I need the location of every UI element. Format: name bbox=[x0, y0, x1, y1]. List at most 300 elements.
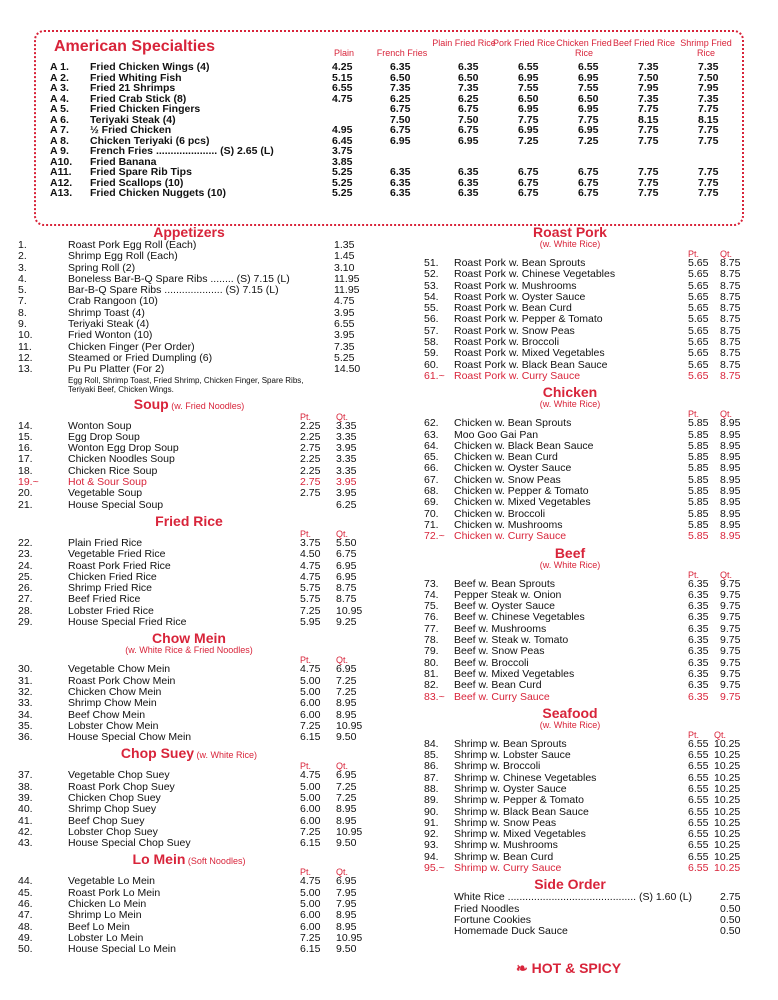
item-name: House Special Soup bbox=[68, 499, 164, 511]
quart-price: 14.50 bbox=[334, 363, 361, 376]
quart-price: 6.75 bbox=[336, 548, 357, 561]
pint-price: 6.00 bbox=[300, 814, 321, 827]
pint-price: 5.65 bbox=[688, 290, 709, 303]
price: 7.75 bbox=[698, 176, 719, 189]
pint-price: 6.00 bbox=[300, 697, 321, 710]
item-name: Fortune Cookies bbox=[454, 914, 532, 926]
menu-item bbox=[396, 863, 744, 874]
pint-price: 2.25 bbox=[300, 464, 321, 477]
item-name: Roast Pork Egg Roll (Each) bbox=[68, 240, 197, 251]
item-number: 57. bbox=[424, 324, 439, 337]
pint-price: 6.35 bbox=[688, 656, 709, 669]
quart-label: Qt. bbox=[714, 729, 727, 740]
price: 6.95 bbox=[518, 124, 539, 136]
item-number: 75. bbox=[424, 600, 439, 613]
item-number: 95.~ bbox=[424, 862, 445, 875]
item-number: A 2. bbox=[50, 71, 69, 84]
quart-price: 3.95 bbox=[334, 306, 355, 319]
item-number: 34. bbox=[18, 708, 33, 721]
quart-price: 7.95 bbox=[336, 886, 357, 899]
item-name: Beef w. Mushrooms bbox=[454, 623, 547, 635]
menu-item bbox=[18, 308, 360, 319]
price: 6.50 bbox=[578, 92, 599, 105]
price: 3.75 bbox=[332, 145, 353, 157]
price: 7.50 bbox=[390, 113, 411, 126]
pint-price: 6.35 bbox=[688, 690, 709, 703]
item-name: Chicken Fried Rice bbox=[68, 571, 157, 583]
pint-price: 5.95 bbox=[300, 616, 321, 629]
item-number: 80. bbox=[424, 656, 439, 669]
item-name: Vegetable Chop Suey bbox=[68, 770, 170, 782]
item-number: 47. bbox=[18, 909, 33, 922]
price: 7.75 bbox=[578, 113, 599, 126]
item-name: Shrimp Chop Suey bbox=[68, 804, 157, 816]
quart-price: 10.25 bbox=[714, 782, 741, 795]
item-name: Shrimp Toast (4) bbox=[68, 307, 145, 319]
quart-price: 6.55 bbox=[334, 318, 355, 331]
price: 6.75 bbox=[578, 166, 599, 178]
price: 5.25 bbox=[332, 187, 353, 199]
item-name: Roast Pork w. Broccoli bbox=[454, 337, 560, 349]
quart-price: 10.95 bbox=[336, 719, 363, 732]
item-number: 65. bbox=[424, 451, 439, 464]
pint-label: Pt. bbox=[300, 761, 312, 772]
price: 7.75 bbox=[698, 103, 719, 115]
section-title: Lo Mein (Soft Noodles) bbox=[132, 851, 246, 868]
menu-item bbox=[18, 500, 360, 511]
quart-price: 10.25 bbox=[714, 850, 741, 863]
quart-price: 9.50 bbox=[336, 943, 357, 956]
price: 7.75 bbox=[638, 103, 659, 115]
item-name: Beef w. Oyster Sauce bbox=[454, 601, 555, 613]
price: 6.75 bbox=[458, 103, 479, 115]
item-name: Shrimp Chow Mein bbox=[68, 698, 157, 710]
item-name: Fried Chicken Fingers bbox=[90, 103, 201, 115]
item-name: Teriyaki Steak (4) bbox=[90, 113, 176, 126]
column-header: Shrimp Fried Rice bbox=[680, 38, 732, 58]
item-number: 12. bbox=[18, 351, 33, 364]
pint-price: 5.65 bbox=[688, 347, 709, 360]
price: 5.25 bbox=[332, 166, 353, 178]
pint-price: 6.55 bbox=[688, 760, 709, 773]
item-name: Roast Pork w. Snow Peas bbox=[454, 325, 575, 337]
item-number: 58. bbox=[424, 336, 439, 349]
pint-price: 6.15 bbox=[300, 731, 321, 744]
menu-item bbox=[396, 926, 744, 937]
item-name: Fried 21 Shrimps bbox=[90, 82, 176, 94]
item-name: Teriyaki Steak (4) bbox=[68, 319, 150, 331]
quart-price: 8.75 bbox=[720, 268, 741, 281]
quart-price: 11.95 bbox=[334, 284, 360, 297]
column-header: Plain Fried Rice bbox=[432, 38, 496, 48]
item-name: Roast Pork Chop Suey bbox=[68, 781, 175, 793]
pint-price: 2.75 bbox=[300, 442, 321, 455]
price: 7.50 bbox=[698, 71, 719, 84]
pint-price: 5.85 bbox=[688, 417, 709, 430]
item-name: Shrimp w. Broccoli bbox=[454, 761, 541, 773]
price: 6.75 bbox=[578, 187, 599, 199]
section-title: Fried Rice bbox=[155, 512, 223, 529]
item-number: 7. bbox=[18, 295, 27, 308]
item-name: Shrimp w. Lobster Sauce bbox=[454, 750, 571, 762]
quart-price: 8.95 bbox=[336, 909, 357, 922]
pint-price: 6.15 bbox=[300, 837, 321, 850]
quart-price: 10.25 bbox=[714, 862, 741, 875]
menu-item bbox=[18, 342, 360, 353]
item-name: Chicken w. Snow Peas bbox=[454, 474, 561, 486]
item-name: Beef w. Chinese Vegetables bbox=[454, 612, 585, 624]
quart-price: 3.95 bbox=[336, 442, 357, 455]
column-header: Plain bbox=[333, 48, 354, 58]
section-title: Soup (w. Fried Noodles) bbox=[133, 395, 245, 412]
price: 6.35 bbox=[390, 176, 411, 189]
price: 6.95 bbox=[390, 134, 411, 147]
item-number: 20. bbox=[18, 487, 33, 500]
pint-price: 5.00 bbox=[300, 674, 321, 687]
quart-price: 8.95 bbox=[720, 417, 741, 430]
item-number: 56. bbox=[424, 313, 439, 326]
quart-price: 10.95 bbox=[336, 604, 363, 617]
item-name: Chicken Finger (Per Order) bbox=[68, 341, 195, 353]
hot-spicy-label: HOT & SPICY bbox=[531, 960, 622, 976]
quart-price: 0.50 bbox=[720, 913, 741, 926]
item-name: Lobster Fried Rice bbox=[68, 605, 154, 617]
item-name: Chicken w. Pepper & Tomato bbox=[454, 486, 589, 498]
menu-item bbox=[396, 904, 744, 915]
quart-price: 8.75 bbox=[720, 369, 741, 382]
pint-price: 6.35 bbox=[688, 667, 709, 680]
item-name: Shrimp w. Bean Sprouts bbox=[454, 738, 567, 750]
item-number: A 6. bbox=[50, 113, 69, 126]
price: 7.75 bbox=[698, 134, 719, 147]
item-number: 63. bbox=[424, 428, 439, 441]
quart-price: 9.75 bbox=[720, 588, 741, 601]
item-name: Roast Pork w. Mixed Vegetables bbox=[454, 348, 605, 360]
price: 7.50 bbox=[638, 71, 659, 84]
menu-item bbox=[18, 804, 360, 815]
price: 8.15 bbox=[638, 113, 659, 126]
pint-price: 4.75 bbox=[300, 559, 321, 572]
quart-price: 7.35 bbox=[334, 340, 355, 353]
item-name: Chicken Rice Soup bbox=[68, 465, 158, 477]
quart-price: 8.75 bbox=[720, 302, 741, 315]
price: 8.15 bbox=[698, 113, 719, 126]
item-name: Fried Banana bbox=[90, 155, 157, 168]
quart-price: 7.25 bbox=[336, 674, 357, 687]
item-number: 40. bbox=[18, 803, 33, 816]
american-row bbox=[50, 83, 740, 94]
quart-label: Qt. bbox=[720, 569, 733, 580]
pint-price: 6.55 bbox=[688, 782, 709, 795]
price: 7.75 bbox=[698, 124, 719, 136]
pint-price: 4.75 bbox=[300, 570, 321, 583]
price: 6.35 bbox=[458, 61, 479, 73]
menu-item bbox=[396, 915, 744, 926]
item-number: 35. bbox=[18, 719, 33, 732]
american-row bbox=[50, 104, 740, 115]
price: 6.75 bbox=[390, 124, 411, 136]
item-name: Beef w. Curry Sauce bbox=[454, 691, 550, 703]
item-name: Roast Pork w. Black Bean Sauce bbox=[454, 359, 608, 371]
pint-price: 6.35 bbox=[688, 600, 709, 613]
item-number: 77. bbox=[424, 622, 439, 635]
item-name: Steamed or Fried Dumpling (6) bbox=[68, 352, 213, 364]
quart-price: 10.25 bbox=[714, 828, 741, 841]
item-name: Shrimp w. Pepper & Tomato bbox=[454, 795, 584, 807]
item-number: 64. bbox=[424, 439, 439, 452]
quart-price: 9.75 bbox=[720, 634, 741, 647]
quart-price: 10.25 bbox=[714, 771, 741, 784]
item-number: 60. bbox=[424, 358, 439, 371]
price: 7.75 bbox=[518, 113, 539, 126]
pint-price: 5.85 bbox=[688, 473, 709, 486]
item-number: 69. bbox=[424, 496, 439, 509]
pint-price: 4.75 bbox=[300, 769, 321, 782]
menu-item bbox=[396, 795, 744, 806]
price: 6.55 bbox=[518, 61, 539, 73]
quart-price: 8.95 bbox=[336, 814, 357, 827]
column-header: Pork Fried Rice bbox=[492, 38, 555, 48]
column-header: Chicken Fried Rice bbox=[556, 38, 612, 58]
pint-price: 5.85 bbox=[688, 507, 709, 520]
item-number: 15. bbox=[18, 430, 33, 443]
item-name: House Special Chop Suey bbox=[68, 838, 191, 850]
price: 6.75 bbox=[518, 176, 539, 189]
pint-price: 5.00 bbox=[300, 685, 321, 698]
pint-price: 6.00 bbox=[300, 920, 321, 933]
pint-price: 6.55 bbox=[688, 862, 709, 875]
right-column bbox=[396, 222, 744, 938]
item-number: 84. bbox=[424, 737, 439, 750]
section-title: Side Order bbox=[534, 876, 606, 893]
item-number: 81. bbox=[424, 667, 439, 680]
item-number: 91. bbox=[424, 816, 439, 829]
price: 5.25 bbox=[332, 176, 353, 189]
item-name: Vegetable Lo Mein bbox=[68, 876, 155, 888]
pint-price: 5.00 bbox=[300, 898, 321, 911]
quart-price: 9.75 bbox=[720, 679, 741, 692]
quart-label: Qt. bbox=[336, 655, 349, 666]
item-name: Shrimp w. Mixed Vegetables bbox=[454, 829, 586, 841]
item-name: Hot & Sour Soup bbox=[68, 477, 147, 489]
menu-item bbox=[18, 664, 360, 675]
quart-price: 9.75 bbox=[720, 690, 741, 703]
chili-icon: ❧ bbox=[516, 960, 532, 976]
pint-price: 5.00 bbox=[300, 791, 321, 804]
pint-price: 5.65 bbox=[688, 358, 709, 371]
menu-item bbox=[18, 251, 360, 262]
section-title: Seafood bbox=[542, 704, 598, 721]
item-number: A 1. bbox=[50, 61, 69, 73]
pint-price: 5.65 bbox=[688, 324, 709, 337]
item-name: White Rice ............................................ (S) 1.60 (L) bbox=[454, 892, 693, 904]
american-row bbox=[50, 146, 740, 157]
item-number: 76. bbox=[424, 611, 439, 624]
pint-label: Pt. bbox=[300, 655, 312, 666]
pint-price: 4.75 bbox=[300, 875, 321, 888]
item-number: 2. bbox=[18, 250, 27, 263]
pint-label: Pt. bbox=[688, 249, 700, 259]
quart-label: Qt. bbox=[336, 761, 349, 772]
pint-price: 5.85 bbox=[688, 530, 709, 543]
section-subtitle: (w. White Rice) bbox=[539, 559, 601, 570]
section-title: Beef bbox=[554, 544, 586, 561]
item-number: 82. bbox=[424, 679, 439, 692]
item-number: 31. bbox=[18, 674, 33, 687]
quart-price: 3.35 bbox=[336, 430, 357, 443]
item-number: 22. bbox=[18, 536, 33, 549]
american-row bbox=[50, 62, 740, 73]
pint-price: 5.65 bbox=[688, 313, 709, 326]
pint-price: 4.75 bbox=[300, 663, 321, 676]
item-name: Roast Pork w. Bean Curd bbox=[454, 303, 572, 315]
quart-label: Qt. bbox=[336, 867, 349, 878]
price: 6.45 bbox=[332, 134, 353, 147]
item-name: Roast Pork w. Curry Sauce bbox=[454, 370, 581, 382]
price: 7.35 bbox=[638, 92, 659, 105]
price: 3.85 bbox=[332, 155, 353, 168]
item-number: 74. bbox=[424, 588, 439, 601]
item-name: Shrimp w. Chinese Vegetables bbox=[454, 772, 597, 784]
quart-price: 8.75 bbox=[720, 279, 741, 292]
pint-price: 5.65 bbox=[688, 336, 709, 349]
item-name: Crab Rangoon (10) bbox=[68, 296, 158, 308]
item-name: Beef Chow Mein bbox=[68, 709, 146, 721]
menu-item bbox=[18, 910, 360, 921]
item-name: Fried Noodles bbox=[454, 903, 520, 915]
item-number: 16. bbox=[18, 442, 33, 455]
item-name: Bar-B-Q Spare Ribs .................... (S) 7.15 (L) bbox=[68, 285, 279, 297]
item-number: A12. bbox=[50, 176, 73, 189]
quart-price: 5.50 bbox=[336, 536, 357, 549]
item-name: Boneless Bar-B-Q Spare Ribs ........ (S) 7.15 (L) bbox=[68, 273, 290, 285]
quart-price: 8.75 bbox=[336, 593, 357, 606]
price: 7.75 bbox=[638, 124, 659, 136]
price: 6.35 bbox=[458, 166, 479, 178]
pint-price: 2.25 bbox=[300, 453, 321, 466]
quart-price: 8.75 bbox=[720, 347, 741, 360]
quart-price: 3.35 bbox=[336, 453, 357, 466]
menu-item bbox=[18, 732, 360, 743]
column-header: Beef Fried Rice bbox=[612, 38, 676, 48]
item-name: Pu Pu Platter (For 2) bbox=[68, 364, 165, 376]
price: 7.35 bbox=[458, 82, 479, 94]
pint-price: 3.75 bbox=[300, 536, 321, 549]
item-name: Fried Chicken Wings (4) bbox=[90, 61, 210, 73]
item-number: A 7. bbox=[50, 124, 69, 136]
pint-price: 2.75 bbox=[300, 487, 321, 500]
pint-price: 5.75 bbox=[300, 582, 321, 595]
quart-price: 8.75 bbox=[720, 313, 741, 326]
item-number: 13. bbox=[18, 363, 33, 376]
pint-label: Pt. bbox=[300, 411, 312, 422]
price: 7.35 bbox=[390, 82, 411, 94]
menu-item bbox=[396, 418, 744, 429]
item-name: Vegetable Fried Rice bbox=[68, 549, 166, 561]
quart-price: 6.95 bbox=[336, 570, 357, 583]
pint-price: 6.55 bbox=[688, 805, 709, 818]
item-number: 92. bbox=[424, 828, 439, 841]
price: 7.55 bbox=[518, 82, 539, 94]
pint-price: 7.25 bbox=[300, 825, 321, 838]
menu-item bbox=[18, 319, 360, 330]
price: 7.75 bbox=[638, 187, 659, 199]
item-name: Shrimp Lo Mein bbox=[68, 910, 142, 922]
item-name: Chicken Noodles Soup bbox=[68, 454, 175, 466]
pint-price: 5.65 bbox=[688, 302, 709, 315]
quart-price: 9.50 bbox=[336, 837, 357, 850]
price: 7.75 bbox=[698, 187, 719, 199]
menu-item bbox=[396, 269, 744, 280]
item-number: 42. bbox=[18, 825, 33, 838]
section-title: Chow Mein bbox=[152, 630, 226, 647]
item-name: Wonton Egg Drop Soup bbox=[68, 443, 179, 455]
quart-price: 4.75 bbox=[334, 295, 355, 308]
item-number: 54. bbox=[424, 290, 439, 303]
quart-price: 6.95 bbox=[336, 559, 357, 572]
american-row bbox=[50, 167, 740, 178]
price: 6.55 bbox=[578, 61, 599, 73]
item-name: Chicken Lo Mein bbox=[68, 899, 147, 911]
pint-price: 6.00 bbox=[300, 803, 321, 816]
quart-price: 8.75 bbox=[720, 290, 741, 303]
platter-note: Egg Roll, Shrimp Toast, Fried Shrimp, Chicken Finger, Spare Ribs, Teriyaki Beef, Chicken Wings. bbox=[68, 375, 304, 394]
price: 6.50 bbox=[518, 92, 539, 105]
item-name: Lobster Lo Mein bbox=[68, 932, 144, 944]
item-number: 10. bbox=[18, 329, 33, 342]
item-name: Roast Pork w. Oyster Sauce bbox=[454, 291, 586, 303]
price: 4.95 bbox=[332, 124, 353, 136]
item-number: 23. bbox=[18, 548, 33, 561]
item-number: 89. bbox=[424, 794, 439, 807]
pint-price: 6.55 bbox=[688, 771, 709, 784]
quart-price: 10.25 bbox=[714, 794, 741, 807]
price: 6.35 bbox=[390, 187, 411, 199]
menu-item bbox=[18, 617, 360, 628]
pint-price: 5.85 bbox=[688, 462, 709, 475]
item-number: A11. bbox=[50, 166, 72, 178]
item-number: A 9. bbox=[50, 145, 69, 157]
item-number: 67. bbox=[424, 473, 439, 486]
item-name: Fried Wonton (10) bbox=[68, 330, 153, 342]
quart-price: 9.75 bbox=[720, 645, 741, 658]
item-number: 37. bbox=[18, 769, 33, 782]
pint-price: 5.65 bbox=[688, 257, 709, 269]
item-number: 21. bbox=[18, 498, 33, 511]
quart-price: 8.95 bbox=[720, 518, 741, 531]
item-number: 79. bbox=[424, 645, 439, 658]
menu-item bbox=[396, 348, 744, 359]
item-number: 61.~ bbox=[424, 369, 445, 382]
column-header: French Fries bbox=[376, 48, 428, 58]
section-title: Chop Suey (w. White Rice) bbox=[120, 745, 258, 762]
pint-label: Pt. bbox=[300, 867, 312, 878]
item-number: 18. bbox=[18, 464, 33, 477]
quart-price: 8.95 bbox=[336, 920, 357, 933]
item-number: 94. bbox=[424, 850, 439, 863]
quart-price: 8.95 bbox=[720, 530, 741, 543]
price: 6.75 bbox=[458, 124, 479, 136]
item-name: Chicken w. Broccoli bbox=[454, 508, 546, 520]
item-number: 25. bbox=[18, 570, 33, 583]
item-name: Spring Roll (2) bbox=[68, 262, 136, 274]
pint-price: 6.55 bbox=[688, 828, 709, 841]
item-name: Shrimp w. Oyster Sauce bbox=[454, 783, 567, 795]
item-name: Moo Goo Gai Pan bbox=[454, 429, 539, 441]
pint-price: 4.50 bbox=[300, 548, 321, 561]
item-name: Pepper Steak w. Onion bbox=[454, 589, 562, 601]
item-name: Shrimp w. Curry Sauce bbox=[454, 863, 562, 875]
